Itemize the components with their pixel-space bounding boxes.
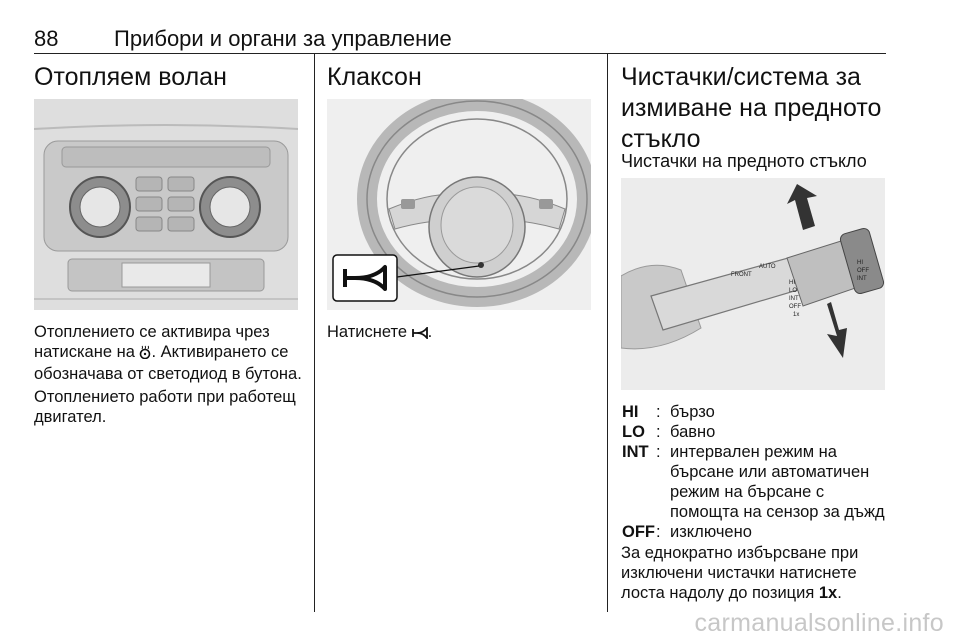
section-heading-heated-wheel: Отопляем волан (34, 63, 227, 91)
svg-text:OFF: OFF (857, 268, 869, 274)
svg-text:INT: INT (789, 296, 799, 302)
horn-icon (341, 263, 389, 298)
paragraph-heated-wheel-1: Отоплението се активира чрез натискане на . Активирането се обозначава от светодиод в бутона. (34, 323, 302, 383)
svg-text:INT: INT (857, 276, 867, 282)
subheading-front-wipers: Чистачки на предното стъкло (621, 151, 867, 171)
list-item: HI : бързо (622, 403, 715, 421)
wiper-position-list (622, 402, 892, 542)
svg-text:FRONT: FRONT (731, 272, 752, 278)
chapter-title: Прибори и органи за управление (114, 26, 452, 51)
paragraph-single-wipe: За еднократно избърсване при изключени чистачки натиснете лоста надолу до позиция 1x. (621, 544, 859, 602)
svg-text:AUTO: AUTO (759, 264, 776, 270)
svg-text:LO: LO (789, 288, 798, 294)
list-item: INT : интервален режим на бърсане или автоматичен режим на бърсане с помощта на сензор за дъжд (622, 443, 885, 521)
paragraph-heated-wheel-2: Отоплението работи при работещ двигател. (34, 388, 296, 426)
horn-icon (412, 324, 428, 344)
page-number: 88 (34, 26, 59, 51)
svg-text:HI: HI (857, 260, 863, 266)
watermark: carmanualsonline.info (694, 609, 944, 637)
heated-steering-wheel-icon (139, 344, 151, 364)
svg-text:OFF: OFF (789, 304, 801, 310)
paragraph-horn: Натиснете . (327, 322, 595, 344)
arrow-up-icon (790, 182, 791, 183)
figure-steering-wheel (327, 99, 591, 310)
list-item: LO : бавно (622, 423, 716, 441)
figure-climate-panel (34, 99, 298, 310)
column-divider-1 (314, 54, 315, 612)
svg-text:HI: HI (789, 280, 795, 286)
svg-text:1x: 1x (793, 312, 800, 318)
column-divider-2 (607, 54, 608, 612)
section-heading-horn: Клаксон (327, 63, 422, 91)
section-heading-wipers: Чистачки/система за измиване на предното стъкло (621, 63, 882, 153)
arrow-down-icon (830, 300, 831, 301)
header-rule (34, 53, 886, 54)
list-item: OFF : изключено (622, 523, 752, 541)
figure-wiper-stalk (621, 178, 885, 390)
page-header (34, 26, 886, 52)
